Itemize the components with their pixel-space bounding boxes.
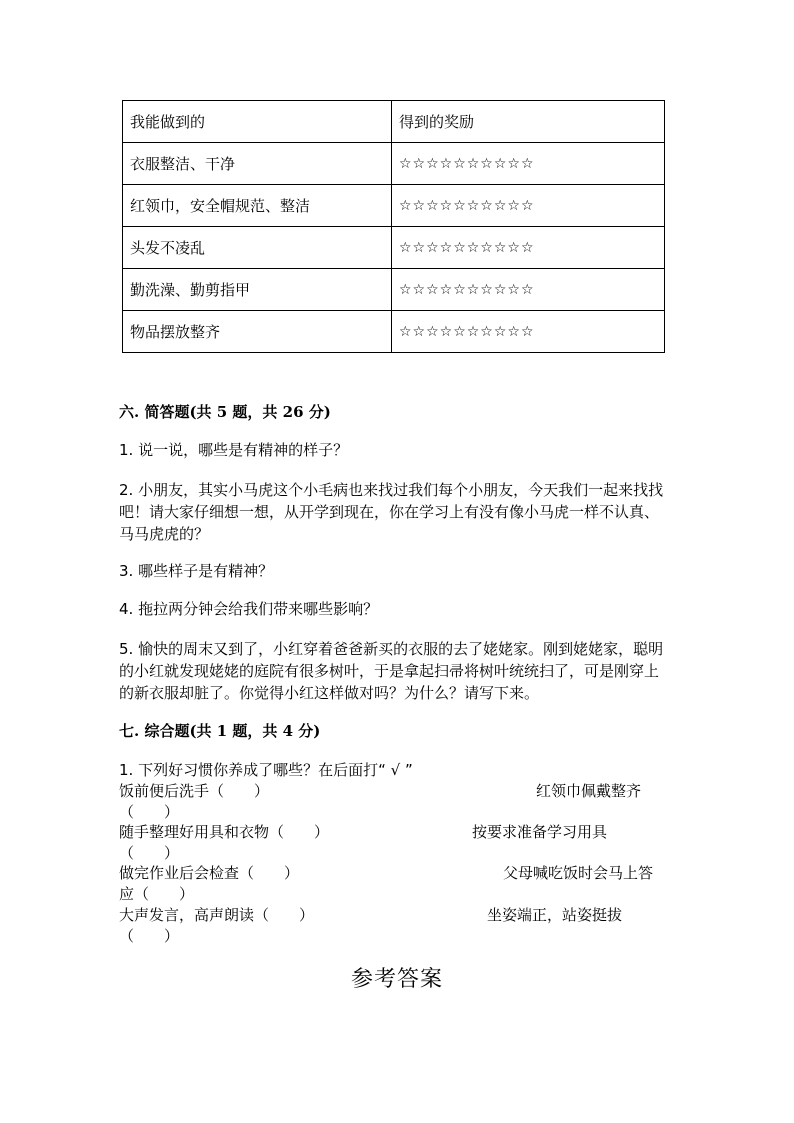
habit-hand-wash: 饭前便后洗手（ ） xyxy=(119,782,270,800)
header-reward: 得到的奖励 xyxy=(392,101,665,143)
header-can-do: 我能做到的 xyxy=(123,101,392,143)
habit-dinner-blank: 应（ ） xyxy=(119,885,195,903)
answer-title: 参考答案 xyxy=(350,967,443,992)
row-stars: ☆☆☆☆☆☆☆☆☆☆ xyxy=(392,143,665,185)
habit-check: 做完作业后会检查（ ） xyxy=(119,864,300,882)
table-row xyxy=(123,227,665,269)
habit-prepare-blank: （ ） xyxy=(119,844,180,862)
habit-tidy: 随手整理好用具和衣物（ ） xyxy=(119,823,330,841)
question-5: 5. 愉快的周末又到了，小红穿着爸爸新买的衣服的去了姥姥家。刚到姥姥家，聪明的小红就发现姥姥的庭院有很多树叶，于是拿起扫帚将树叶统统扫了，可是刚穿上的新衣服却脏了。你觉得小红这样做对吗？为什么？请写下来。 xyxy=(119,640,664,702)
row-item: 头发不凌乱 xyxy=(123,227,392,269)
table-row xyxy=(123,143,665,185)
section7-title: 七. 综合题(共 1 题，共 4 分) xyxy=(119,722,321,740)
table-row xyxy=(123,269,665,311)
row-stars: ☆☆☆☆☆☆☆☆☆☆ xyxy=(392,227,665,269)
question-2: 2. 小朋友，其实小马虎这个小毛病也来找过我们每个小朋友，今天我们一起来找找吧！请大家仔细想一想，从开学到现在，你在学习上有没有像小马虎一样不认真、马马虎虎的？ xyxy=(119,481,664,543)
habit-posture-blank: （ ） xyxy=(119,927,180,945)
section6-title: 六. 简答题(共 5 题，共 26 分) xyxy=(119,403,331,421)
habit-scarf: 红领巾佩戴整齐 xyxy=(536,782,642,800)
habit-dinner: 父母喊吃饭时会马上答 xyxy=(503,864,654,882)
row-item: 勤洗澡、勤剪指甲 xyxy=(123,269,392,311)
habit-prepare: 按要求准备学习用具 xyxy=(472,823,608,841)
section7-question: 1. 下列好习惯你养成了哪些？在后面打“ √ ” xyxy=(119,761,413,779)
reward-table xyxy=(122,100,665,353)
question-3: 3. 哪些样子是有精神？ xyxy=(119,562,274,580)
row-stars: ☆☆☆☆☆☆☆☆☆☆ xyxy=(392,185,665,227)
habit-scarf-blank: （ ） xyxy=(119,803,180,821)
habit-posture: 坐姿端正，站姿挺拔 xyxy=(487,906,623,924)
question-1: 1. 说一说，哪些是有精神的样子？ xyxy=(119,441,349,459)
row-item: 衣服整洁、干净 xyxy=(123,143,392,185)
table-row xyxy=(123,311,665,353)
table-header-row xyxy=(123,101,665,143)
row-item: 红领巾，安全帽规范、整洁 xyxy=(123,185,392,227)
row-stars: ☆☆☆☆☆☆☆☆☆☆ xyxy=(392,269,665,311)
row-stars: ☆☆☆☆☆☆☆☆☆☆ xyxy=(392,311,665,353)
row-item: 物品摆放整齐 xyxy=(123,311,392,353)
habit-speak: 大声发言，高声朗读（ ） xyxy=(119,906,315,924)
table-row xyxy=(123,185,665,227)
question-4: 4. 拖拉两分钟会给我们带来哪些影响？ xyxy=(119,600,379,618)
